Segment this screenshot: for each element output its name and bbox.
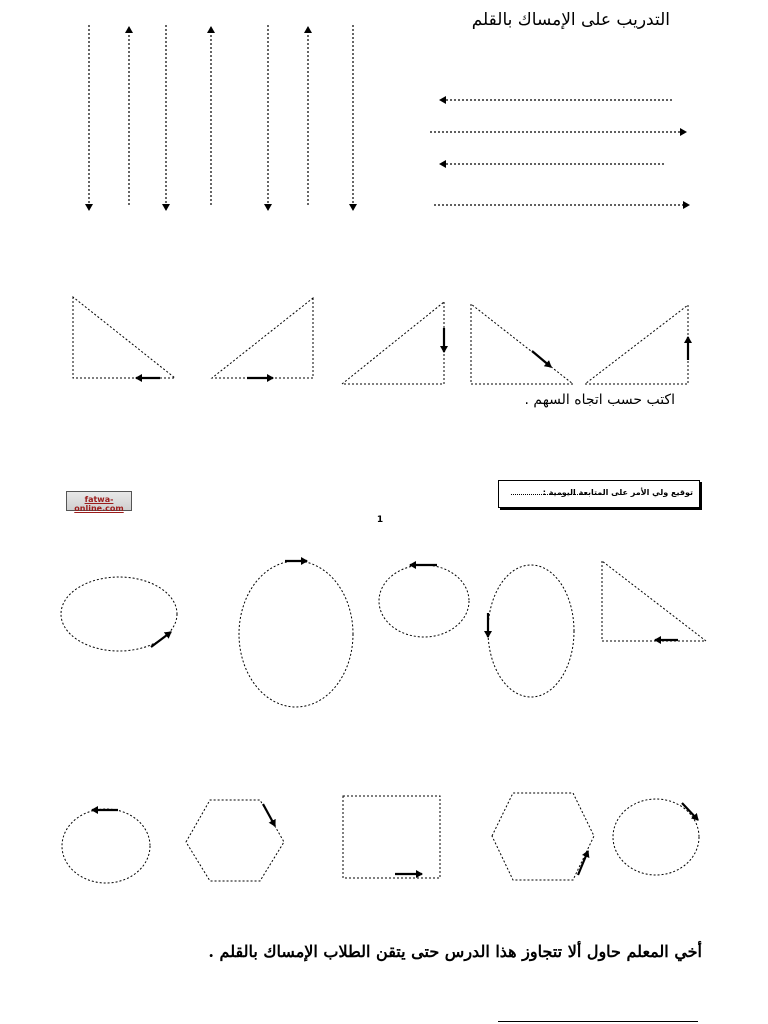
arrow-diagonal-up — [578, 851, 588, 875]
circle-shape — [613, 799, 699, 875]
teacher-note: أخي المعلم حاول ألا تتجاوز هذا الدرس حتى يتقن الطلاب الإمساك بالقلم . — [208, 942, 702, 961]
worksheet-title: التدريب على الإمساك بالقلم — [471, 10, 670, 30]
triangle-shape — [585, 305, 688, 384]
square-shape — [343, 796, 440, 878]
page-number: 1 — [376, 515, 384, 525]
arrow-diagonal-down — [263, 804, 275, 826]
triangle-shape — [342, 302, 444, 384]
circle-shape — [62, 809, 150, 883]
arrow-diagonal-up — [151, 632, 171, 647]
horizontal-tracing-lines — [430, 100, 689, 205]
logo-text: fatwa-online.com — [74, 495, 124, 513]
site-logo — [66, 491, 132, 511]
triangle-shape — [212, 298, 313, 378]
oval-shape — [379, 565, 469, 637]
hexagon-shape — [492, 793, 594, 880]
oval-direction-arrows — [151, 561, 678, 647]
parent-signature-box — [498, 480, 700, 508]
hexagon-shape — [186, 800, 284, 881]
shape-direction-arrows — [92, 803, 698, 875]
signature-label: توقيع ولي الأمر على المتابعة اليومية : — [542, 488, 693, 497]
oval-tracing-row — [61, 561, 706, 707]
arrow-diagonal-down — [682, 803, 698, 820]
arrow-diagonal-down — [532, 351, 551, 367]
instruction-text: اكتب حسب اتجاه السهم . — [524, 392, 675, 408]
triangle-tracing-row — [73, 297, 688, 384]
signature-line — [511, 494, 586, 495]
vertical-tracing-lines — [89, 25, 353, 210]
shape-tracing-row — [62, 793, 699, 883]
triangle-shape — [73, 297, 175, 378]
oval-shape — [239, 561, 353, 707]
triangle-direction-arrows — [136, 328, 688, 378]
bottom-divider — [498, 1021, 698, 1022]
triangle-shape — [471, 304, 573, 384]
oval-shape — [488, 565, 574, 697]
triangle-shape — [602, 561, 706, 641]
